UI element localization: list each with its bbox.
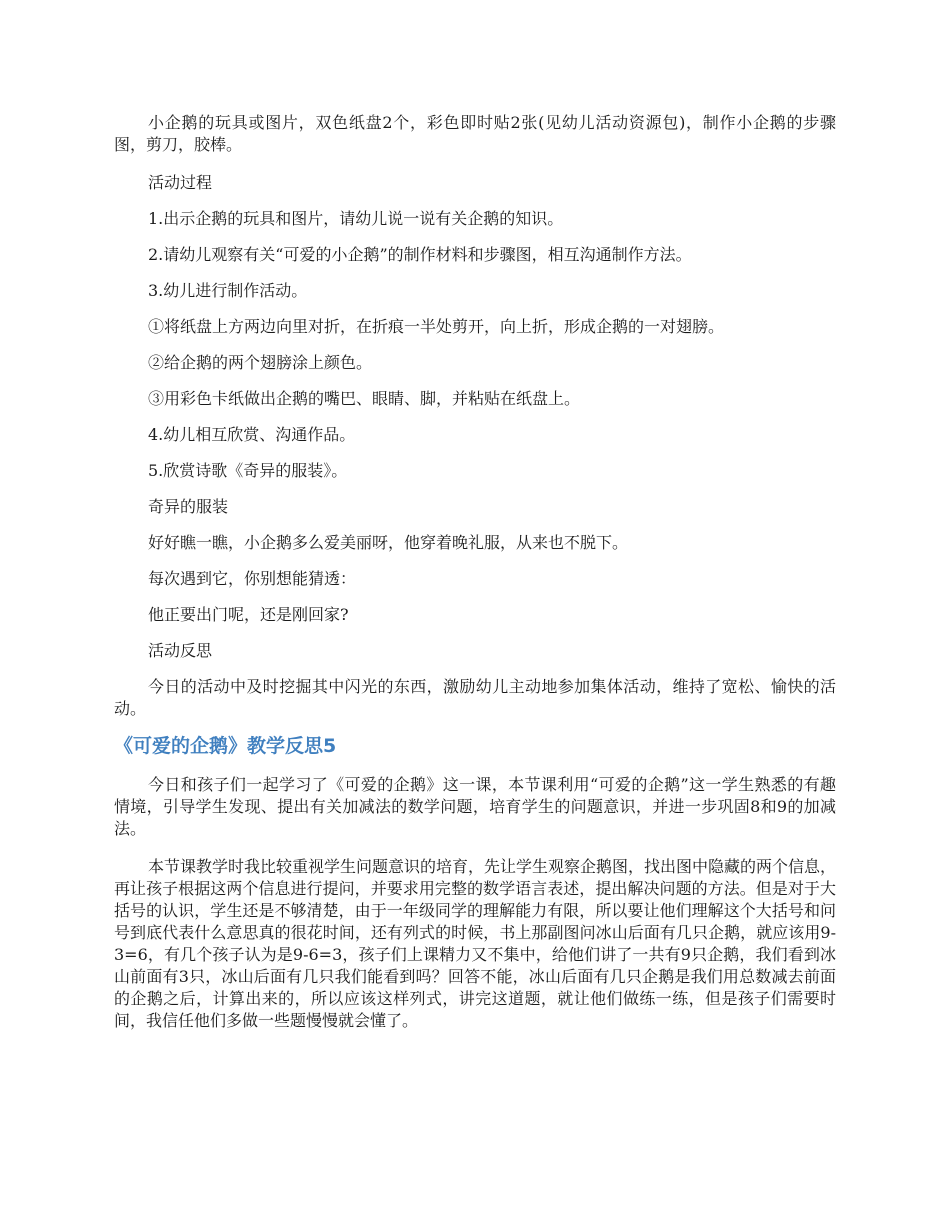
paragraph-intro: 今日和孩子们一起学习了《可爱的企鹅》这一课，本节课利用“可爱的企鹅”这一学生熟悉的有趣情境，引导学生发现、提出有关加减法的数学问题，培育学生的问题意识，并进一步巩固8和9的加减法。 [114,775,836,838]
paragraph-reflection: 今日的活动中及时挖掘其中闪光的东西，激励幼儿主动地参加集体活动，维持了宽松、愉快的活动。 [114,677,836,718]
paragraph-step-5: 5.欣赏诗歌《奇异的服装》。 [148,461,348,480]
paragraph-substep-3: ③用彩色卡纸做出企鹅的嘴巴、眼睛、脚，并粘贴在纸盘上。 [148,389,581,408]
paragraph-step-2: 2.请幼儿观察有关“可爱的小企鹅”的制作材料和步骤图，相互沟通制作方法。 [148,245,692,264]
paragraph-step-3: 3.幼儿进行制作活动。 [148,281,308,300]
paragraph-substep-1: ①将纸盘上方两边向里对折，在折痕一半处剪开，向上折，形成企鹅的一对翅膀。 [148,317,725,336]
paragraph-materials: 小企鹅的玩具或图片，双色纸盘2个，彩色即时贴2张(见幼儿活动资源包)，制作小企鹅的步骤图，剪刀，胶棒。 [114,113,836,154]
poem-line-3: 他正要出门呢，还是刚回家? [148,605,349,624]
poem-line-1: 好好瞧一瞧，小企鹅多么爱美丽呀，他穿着晚礼服，从来也不脱下。 [148,533,629,552]
document-page [114,112,836,1032]
poem-line-2: 每次遇到它，你别想能猜透： [148,569,357,588]
paragraph-analysis: 本节课教学时我比较重视学生问题意识的培育，先让学生观察企鹅图，找出图中隐藏的两个信息，再让孩子根据这两个信息进行提问，并要求用完整的数学语言表述，提出解决问题的方法。但是对于大括号的认识，学生还是不够清楚，由于一年级同学的理解能力有限，所以要让他们理解这个大括号和问号到底代表什么意思真的很花时间，还有列式的时候，书上那副图问冰山后面有几只企鹅，就应该用9-3=6，有几个孩子认为是9-6=3，孩子们上课精力又不集中，给他们讲了一共有9只企鹅，我们看到冰山前面有3只，冰山后面有几只我们能看到吗？回答不能，冰山后面有几只企鹅是我们用总数减去前面的企鹅之后，计算出来的，所以应该这样列式，讲完这道题，就让他们做练一练，但是孩子们需要时间，我信任他们多做一些题慢慢就会懂了。 [114,857,837,1030]
section-heading: 《可爱的企鹅》教学反思5 [114,735,337,757]
paragraph-step-4: 4.幼儿相互欣赏、沟通作品。 [148,425,356,444]
poem-title: 奇异的服装 [148,497,229,516]
paragraph-substep-2: ②给企鹅的两个翅膀涂上颜色。 [148,353,373,372]
paragraph-process-title: 活动过程 [148,173,213,192]
paragraph-reflection-title: 活动反思 [148,641,213,660]
paragraph-step-1: 1.出示企鹅的玩具和图片，请幼儿说一说有关企鹅的知识。 [148,209,564,228]
